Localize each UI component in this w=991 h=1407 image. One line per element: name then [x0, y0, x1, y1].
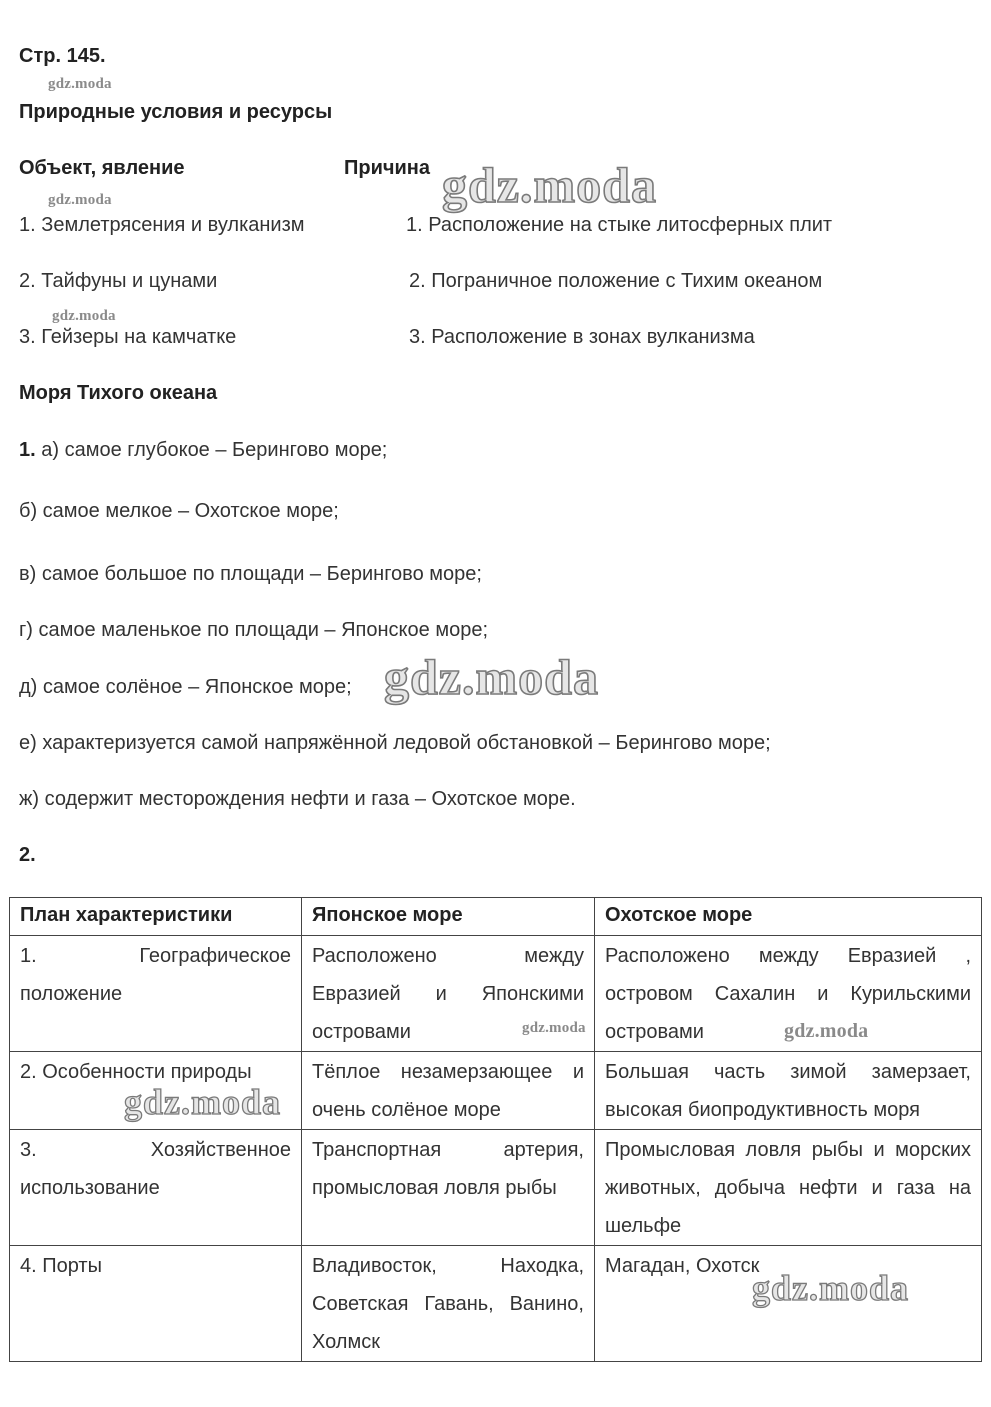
- phenomenon-object-2: 2. Тайфуны и цунами: [19, 270, 218, 292]
- table-header-plan: План характеристики: [10, 898, 302, 936]
- table-cell-plan: 4. Порты: [10, 1246, 302, 1362]
- question-1-answer-f: е) характеризуется самой напряжённой ледовой обстановкой – Берингово море;: [19, 732, 771, 754]
- column-cause-header: Причина: [344, 157, 430, 179]
- table-cell-japan-sea: Расположено между Евразией и Японскими островами: [302, 936, 595, 1052]
- phenomenon-cause-2: 2. Пограничное положение с Тихим океаном: [409, 270, 823, 292]
- watermark: gdz.moda: [784, 1020, 869, 1042]
- watermark: gdz.moda: [752, 1268, 910, 1308]
- table-cell-japan-sea: Тёплое незамерзающее и очень солёное море: [302, 1052, 595, 1130]
- watermark: gdz.moda: [124, 1082, 282, 1122]
- section-title: Природные условия и ресурсы: [19, 101, 333, 123]
- question-1-answer-e: д) самое солёное – Японское море;: [19, 676, 352, 698]
- question-1-answer-a: а) самое глубокое – Берингово море;: [35, 439, 388, 461]
- page-number-header: Стр. 145.: [19, 45, 106, 67]
- question-1-answer-b: б) самое мелкое – Охотское море;: [19, 500, 339, 522]
- table-cell-okhotsk-sea: Магадан, Охотск: [595, 1246, 982, 1362]
- table-cell-plan: 1. Географическое положение: [10, 936, 302, 1052]
- column-object-header: Объект, явление: [19, 157, 185, 179]
- table-header-row: [10, 898, 982, 936]
- question-2-number: 2.: [19, 844, 36, 866]
- watermark: gdz.moda: [48, 192, 112, 208]
- question-1-answer-g: ж) содержит месторождения нефти и газа – Охотское море.: [19, 788, 576, 810]
- table-cell-okhotsk-sea: Промысловая ловля рыбы и морских животных, добыча нефти и газа на шельфе: [595, 1130, 982, 1246]
- table-cell-okhotsk-sea: Большая часть зимой замерзает, высокая биопродуктивность моря: [595, 1052, 982, 1130]
- table-cell-okhotsk-sea: Расположено между Евразией , островом Сахалин и Курильскими островами: [595, 936, 982, 1052]
- question-1-answer-c: в) самое большое по площади – Берингово море;: [19, 563, 482, 585]
- seas-section-title: Моря Тихого океана: [19, 382, 218, 404]
- phenomenon-object-3: 3. Гейзеры на камчатке: [19, 326, 237, 348]
- table-row: [10, 1130, 982, 1246]
- watermark: gdz.moda: [442, 157, 657, 213]
- watermark: gdz.moda: [48, 76, 112, 92]
- question-1-answer-d: г) самое маленькое по площади – Японское море;: [19, 619, 489, 641]
- watermark: gdz.moda: [52, 308, 116, 324]
- table-header-japan-sea: Японское море: [302, 898, 595, 936]
- table-cell-japan-sea: Транспортная артерия, промысловая ловля рыбы: [302, 1130, 595, 1246]
- phenomenon-cause-1: 1. Расположение на стыке литосферных плит: [406, 214, 833, 236]
- question-1-number: 1.: [19, 439, 36, 461]
- question-1-line-a: [19, 438, 387, 462]
- table-header-okhotsk-sea: Охотское море: [595, 898, 982, 936]
- table-cell-japan-sea: Владивосток, Находка, Советская Гавань, Ванино, Холмск: [302, 1246, 595, 1362]
- table-cell-plan: 3. Хозяйственное использование: [10, 1130, 302, 1246]
- watermark: gdz.moda: [384, 649, 599, 705]
- table-cell-plan: 2. Особенности природы: [10, 1052, 302, 1130]
- phenomenon-object-1: 1. Землетрясения и вулканизм: [19, 214, 305, 236]
- phenomenon-cause-3: 3. Расположение в зонах вулканизма: [409, 326, 755, 348]
- watermark: gdz.moda: [522, 1020, 586, 1036]
